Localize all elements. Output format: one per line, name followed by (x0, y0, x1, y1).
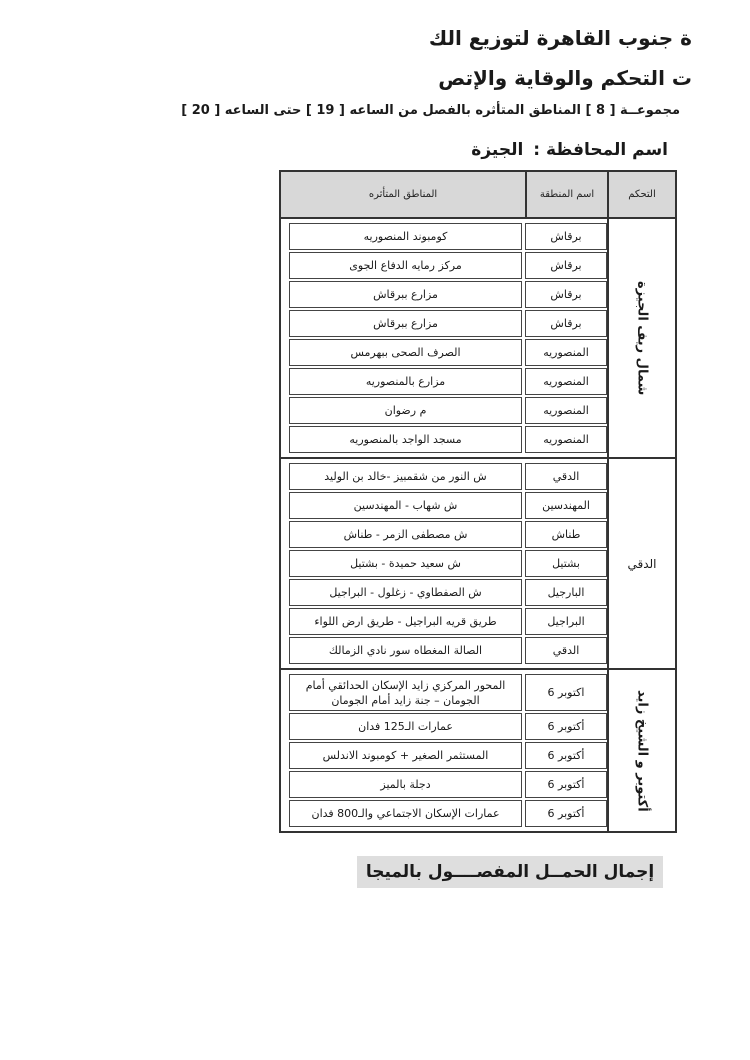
region-cell: بشتيل (525, 550, 607, 577)
region-cell: برقاش (525, 223, 607, 250)
affected-areas-cell: عمارات الـ125 فدان (289, 713, 522, 740)
table-row (289, 521, 607, 548)
col-header-control: التحكم (607, 172, 675, 217)
affected-areas-cell: ش الصفطاوي - زغلول - البراجيل (289, 579, 522, 606)
header-company-name: ة جنوب القاهرة لتوزيع الك (428, 26, 692, 50)
control-group (279, 459, 677, 670)
affected-areas-cell: طريق قريه البراجيل - طريق ارض اللواء (289, 608, 522, 635)
table-row (289, 281, 607, 308)
table-row (289, 674, 607, 711)
region-cell: طناش (525, 521, 607, 548)
affected-areas-cell: المستثمر الصغير + كومبوند الاندلس (289, 742, 522, 769)
control-group (279, 217, 677, 459)
affected-areas-cell: مسجد الواجد بالمنصوريه (289, 426, 522, 453)
region-cell: أكتوبر 6 (525, 771, 607, 798)
governorate-value: الجيزة (471, 140, 524, 160)
governorate-line (471, 140, 668, 160)
affected-areas-cell: مركز رمايه الدفاع الجوى (289, 252, 522, 279)
control-group (279, 670, 677, 833)
control-zone-label: شمال ريف الجيزة (634, 280, 650, 396)
region-cell: برقاش (525, 281, 607, 308)
table-row (289, 397, 607, 424)
control-zone-label: أكتوبر و الشيخ زايد (634, 689, 650, 812)
region-cell: المهندسين (525, 492, 607, 519)
affected-areas-cell: ش النور من شقمبيز -خالد بن الوليد (289, 463, 522, 490)
control-zone-label: الدقي (627, 556, 657, 571)
table-row (289, 223, 607, 250)
table-row (289, 550, 607, 577)
affected-areas-table (279, 170, 677, 833)
affected-areas-cell: الصرف الصحى ببهرمس (289, 339, 522, 366)
affected-areas-cell: المحور المركزي زايد الإسكان الحدائقي أمام الجومان – جنة زايد أمام الجومان (289, 674, 522, 711)
region-cell: البارجيل (525, 579, 607, 606)
col-header-areas: المناطق المتأثره (368, 189, 438, 200)
affected-areas-cell: عمارات الإسكان الاجتماعي والـ800 فدان (289, 800, 522, 827)
control-zone-cell (607, 459, 675, 668)
table-row (289, 426, 607, 453)
region-cell: برقاش (525, 252, 607, 279)
region-cell: أكتوبر 6 (525, 713, 607, 740)
table-row (289, 800, 607, 827)
affected-areas-cell: ش مصطفى الزمر - طناش (289, 521, 522, 548)
header-department: ت التحكم والوقاية والإتص (438, 66, 692, 90)
region-cell: المنصوريه (525, 397, 607, 424)
table-row (289, 637, 607, 664)
region-cell: المنصوريه (525, 339, 607, 366)
control-zone-cell (607, 219, 675, 457)
table-row (289, 339, 607, 366)
table-row (289, 492, 607, 519)
table-row (289, 463, 607, 490)
region-cell: الدقي (525, 463, 607, 490)
region-cell: المنصوريه (525, 368, 607, 395)
region-cell: برقاش (525, 310, 607, 337)
affected-areas-cell: م رضوان (289, 397, 522, 424)
affected-areas-cell: مزارع ببرقاش (289, 281, 522, 308)
affected-areas-cell: مزارع بالمنصوريه (289, 368, 522, 395)
table-row (289, 579, 607, 606)
table-row (289, 252, 607, 279)
region-cell: أكتوبر 6 (525, 742, 607, 769)
table-row (289, 771, 607, 798)
affected-areas-cell: ش شهاب - المهندسين (289, 492, 522, 519)
table-row (289, 310, 607, 337)
total-load-label: إجمال الحمــل المفصــــول بالميجا (357, 856, 663, 888)
group-rows (281, 459, 607, 668)
table-header (279, 170, 677, 217)
affected-areas-cell: الصالة المغطاه سور نادي الزمالك (289, 637, 522, 664)
control-zone-cell (607, 670, 675, 831)
affected-areas-cell: ش سعيد حميدة - بشتيل (289, 550, 522, 577)
group-rows (281, 670, 607, 831)
affected-areas-cell: دجلة بالميز (289, 771, 522, 798)
table-row (289, 742, 607, 769)
affected-areas-cell: كومبوند المنصوريه (289, 223, 522, 250)
table-row (289, 368, 607, 395)
region-cell: المنصوريه (525, 426, 607, 453)
governorate-label: اسم المحافظة : (533, 140, 668, 160)
region-cell: الدقي (525, 637, 607, 664)
group-rows (281, 219, 607, 457)
header-group-schedule: مجموعــة [ 8 ] المناطق المتأثره بالفصل من الساعه [ 19 ] حتى الساعه [ 20 ] (181, 103, 680, 118)
col-header-region: اسم المنطقة (525, 172, 607, 217)
affected-areas-cell: مزارع ببرقاش (289, 310, 522, 337)
region-cell: اكتوبر 6 (525, 674, 607, 711)
table-row (289, 713, 607, 740)
region-cell: أكتوبر 6 (525, 800, 607, 827)
region-cell: البراجيل (525, 608, 607, 635)
table-row (289, 608, 607, 635)
